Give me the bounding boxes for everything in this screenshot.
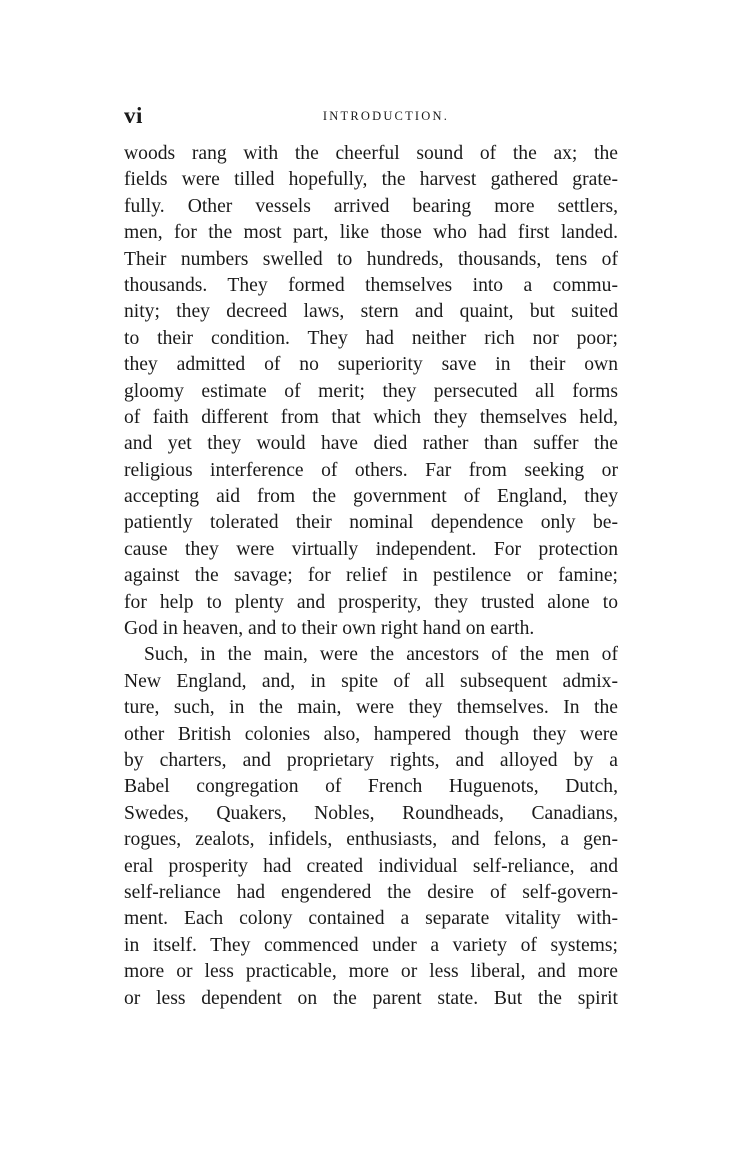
text-line: or less dependent on the parent state. But the spirit (124, 987, 618, 1009)
text-line: rogues, zealots, infidels, enthusiasts, and felons, a gen- (124, 829, 618, 851)
text-line: against the savage; for relief in pestilence or famine; (124, 565, 618, 587)
text-line: by charters, and proprietary rights, and alloyed by a (124, 749, 618, 771)
text-line: gloomy estimate of merit; they persecuted all forms (124, 380, 618, 402)
text-line: ment. Each colony contained a separate vitality with- (124, 908, 618, 930)
text-line: fields were tilled hopefully, the harvest gathered grate- (124, 169, 618, 191)
text-line: eral prosperity had created individual self-reliance, and (124, 855, 618, 877)
text-line: Their numbers swelled to hundreds, thousands, tens of (124, 248, 618, 270)
text-line: to their condition. They had neither rich nor poor; (124, 327, 618, 349)
text-line: woods rang with the cheerful sound of the ax; the (124, 143, 618, 164)
text-line: New England, and, in spite of all subsequent admix- (124, 670, 618, 692)
text-line: ture, such, in the main, were they themselves. In the (124, 697, 618, 719)
text-line: religious interference of others. Far from seeking or (124, 459, 618, 481)
text-line: Babel congregation of French Huguenots, Dutch, (124, 776, 618, 798)
text-line: for help to plenty and prosperity, they trusted alone to (124, 591, 618, 613)
page-header (124, 103, 618, 133)
text-line: other British colonies also, hampered though they were (124, 723, 618, 745)
text-line: more or less practicable, more or less liberal, and more (124, 961, 618, 983)
text-line: and yet they would have died rather than suffer the (124, 433, 618, 455)
text-line: cause they were virtually independent. For protection (124, 538, 618, 560)
page-number: vi (124, 103, 143, 128)
text-line: they admitted of no superiority save in their own (124, 354, 618, 376)
text-line: of faith different from that which they themselves held, (124, 406, 618, 428)
running-title: INTRODUCTION. (322, 109, 450, 123)
text-line: Swedes, Quakers, Nobles, Roundheads, Canadians, (124, 802, 618, 824)
text-line: patiently tolerated their nominal dependence only be- (124, 512, 618, 534)
text-line: accepting aid from the government of England, they (124, 486, 618, 508)
paragraph-1 (124, 141, 618, 642)
text-line: self-reliance had engendered the desire of self-govern- (124, 881, 618, 903)
text-line: in itself. They commenced under a variety of systems; (124, 934, 618, 956)
text-line: men, for the most part, like those who had first landed. (124, 222, 618, 244)
text-line: God in heaven, and to their own right hand on earth. (124, 618, 535, 640)
paragraph-2 (124, 642, 618, 1011)
text-line: fully. Other vessels arrived bearing more settlers, (124, 195, 618, 217)
text-line: thousands. They formed themselves into a commu- (124, 274, 618, 296)
body-text (124, 141, 618, 1012)
text-line: nity; they decreed laws, stern and quaint, but suited (124, 301, 618, 323)
text-line: Such, in the main, were the ancestors of the men of (144, 644, 618, 666)
